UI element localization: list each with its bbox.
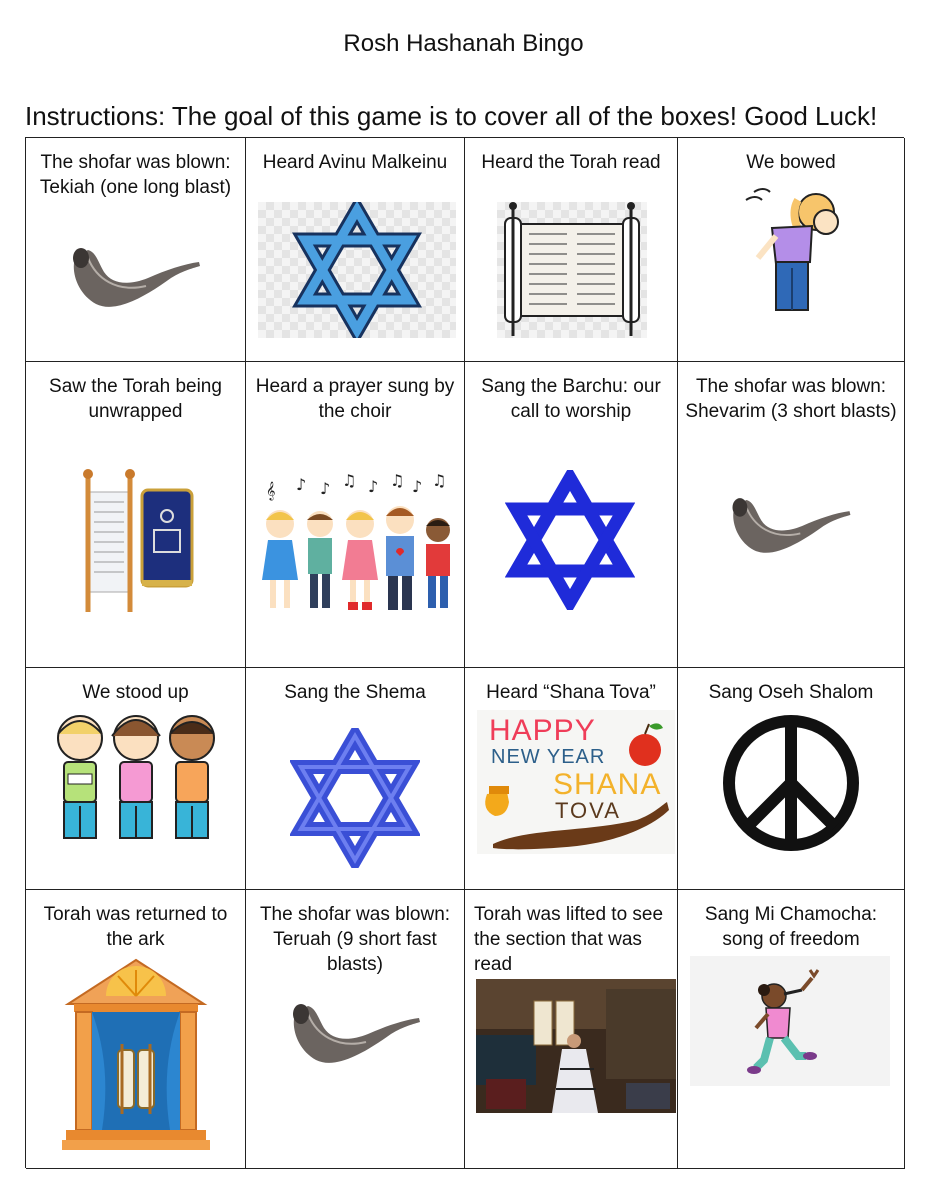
children-choir-icon (256, 468, 458, 618)
bingo-cell-stood-up[interactable] (26, 668, 246, 890)
bingo-cell-label: Heard “Shana Tova” (486, 682, 656, 703)
bingo-cell-label: We stood up (82, 682, 189, 703)
bingo-cell-label: The shofar was blown: Tekiah (one long blast) (39, 152, 232, 198)
bingo-cell-label: Sang Oseh Shalom (708, 682, 874, 703)
bingo-cell-oseh-shalom[interactable] (678, 668, 905, 890)
svg-text:♫: ♫ (432, 471, 447, 490)
svg-text:♫: ♫ (342, 471, 357, 490)
singing-girl-icon (690, 956, 890, 1086)
bingo-cell-choir[interactable] (246, 362, 465, 668)
bingo-cell-label: Heard a prayer sung by the choir (255, 376, 455, 422)
bingo-cell-torah-lifted[interactable] (465, 890, 678, 1169)
bingo-cell-label: Sang Mi Chamocha: song of freedom (704, 904, 878, 950)
bingo-cell-label: Sang the Barchu: our call to worship (481, 376, 661, 422)
torah-scroll-icon (497, 202, 647, 338)
peace-sign-icon (720, 712, 862, 854)
star-of-david-icon (505, 470, 635, 610)
bingo-cell-label: The shofar was blown: Teruah (9 short fast blasts) (259, 904, 451, 975)
bingo-cell-returned-to-ark[interactable] (26, 890, 246, 1169)
svg-text:♫: ♫ (390, 471, 405, 490)
torah-lifting-photo-icon (476, 979, 676, 1113)
bingo-cell-label: Torah was lifted to see the section that was read (474, 904, 664, 975)
instructions-text: Instructions: The goal of this game is to cover all of the boxes! Good Luck! (25, 101, 878, 131)
standing-children-icon (50, 708, 222, 846)
svg-text:♪: ♪ (368, 477, 379, 496)
star-of-david-icon (258, 202, 456, 338)
torah-ark-icon (62, 956, 210, 1152)
bingo-cell-mi-chamocha[interactable] (678, 890, 905, 1169)
bingo-cell-shana-tova[interactable] (465, 668, 678, 890)
svg-text:𝄞: 𝄞 (266, 481, 276, 500)
bingo-cell-we-bowed[interactable] (678, 138, 905, 362)
greeting-line: NEW YEAR (491, 746, 606, 768)
bowing-person-icon (736, 178, 846, 314)
happy-new-year-icon (477, 710, 675, 854)
bingo-board (25, 137, 904, 1168)
bingo-cell-tekiah[interactable] (26, 138, 246, 362)
bingo-cell-label: Sang the Shema (284, 682, 426, 703)
greeting-line: SHANA (553, 768, 662, 801)
bingo-cell-label: Heard Avinu Malkeinu (262, 152, 448, 173)
torah-and-cover-icon (76, 468, 196, 616)
bingo-cell-label: We bowed (746, 152, 836, 173)
bingo-cell-barchu[interactable] (465, 362, 678, 668)
bingo-cell-shevarim[interactable] (678, 362, 905, 668)
svg-text:♪: ♪ (412, 477, 423, 496)
bingo-cell-torah-read[interactable] (465, 138, 678, 362)
svg-text:♪: ♪ (296, 475, 307, 494)
bingo-cell-label: Saw the Torah being unwrapped (49, 376, 222, 422)
bingo-cell-shema[interactable] (246, 668, 465, 890)
shofar-icon (726, 488, 856, 564)
star-of-david-icon (290, 728, 420, 868)
bingo-cell-avinu-malkeinu[interactable] (246, 138, 465, 362)
bingo-cell-teruah[interactable] (246, 890, 465, 1169)
greeting-line: TOVA (555, 798, 621, 823)
bingo-cell-label: Heard the Torah read (481, 152, 661, 173)
greeting-line: HAPPY (489, 714, 596, 747)
bingo-cell-label: Torah was returned to the ark (43, 904, 228, 950)
page-title: Rosh Hashanah Bingo (343, 30, 584, 57)
bingo-cell-torah-unwrapped[interactable] (26, 362, 246, 668)
bingo-cell-label: The shofar was blown: Shevarim (3 short blasts) (685, 376, 897, 422)
svg-text:♪: ♪ (320, 479, 331, 498)
shofar-icon (66, 238, 206, 318)
shofar-icon (286, 994, 426, 1074)
